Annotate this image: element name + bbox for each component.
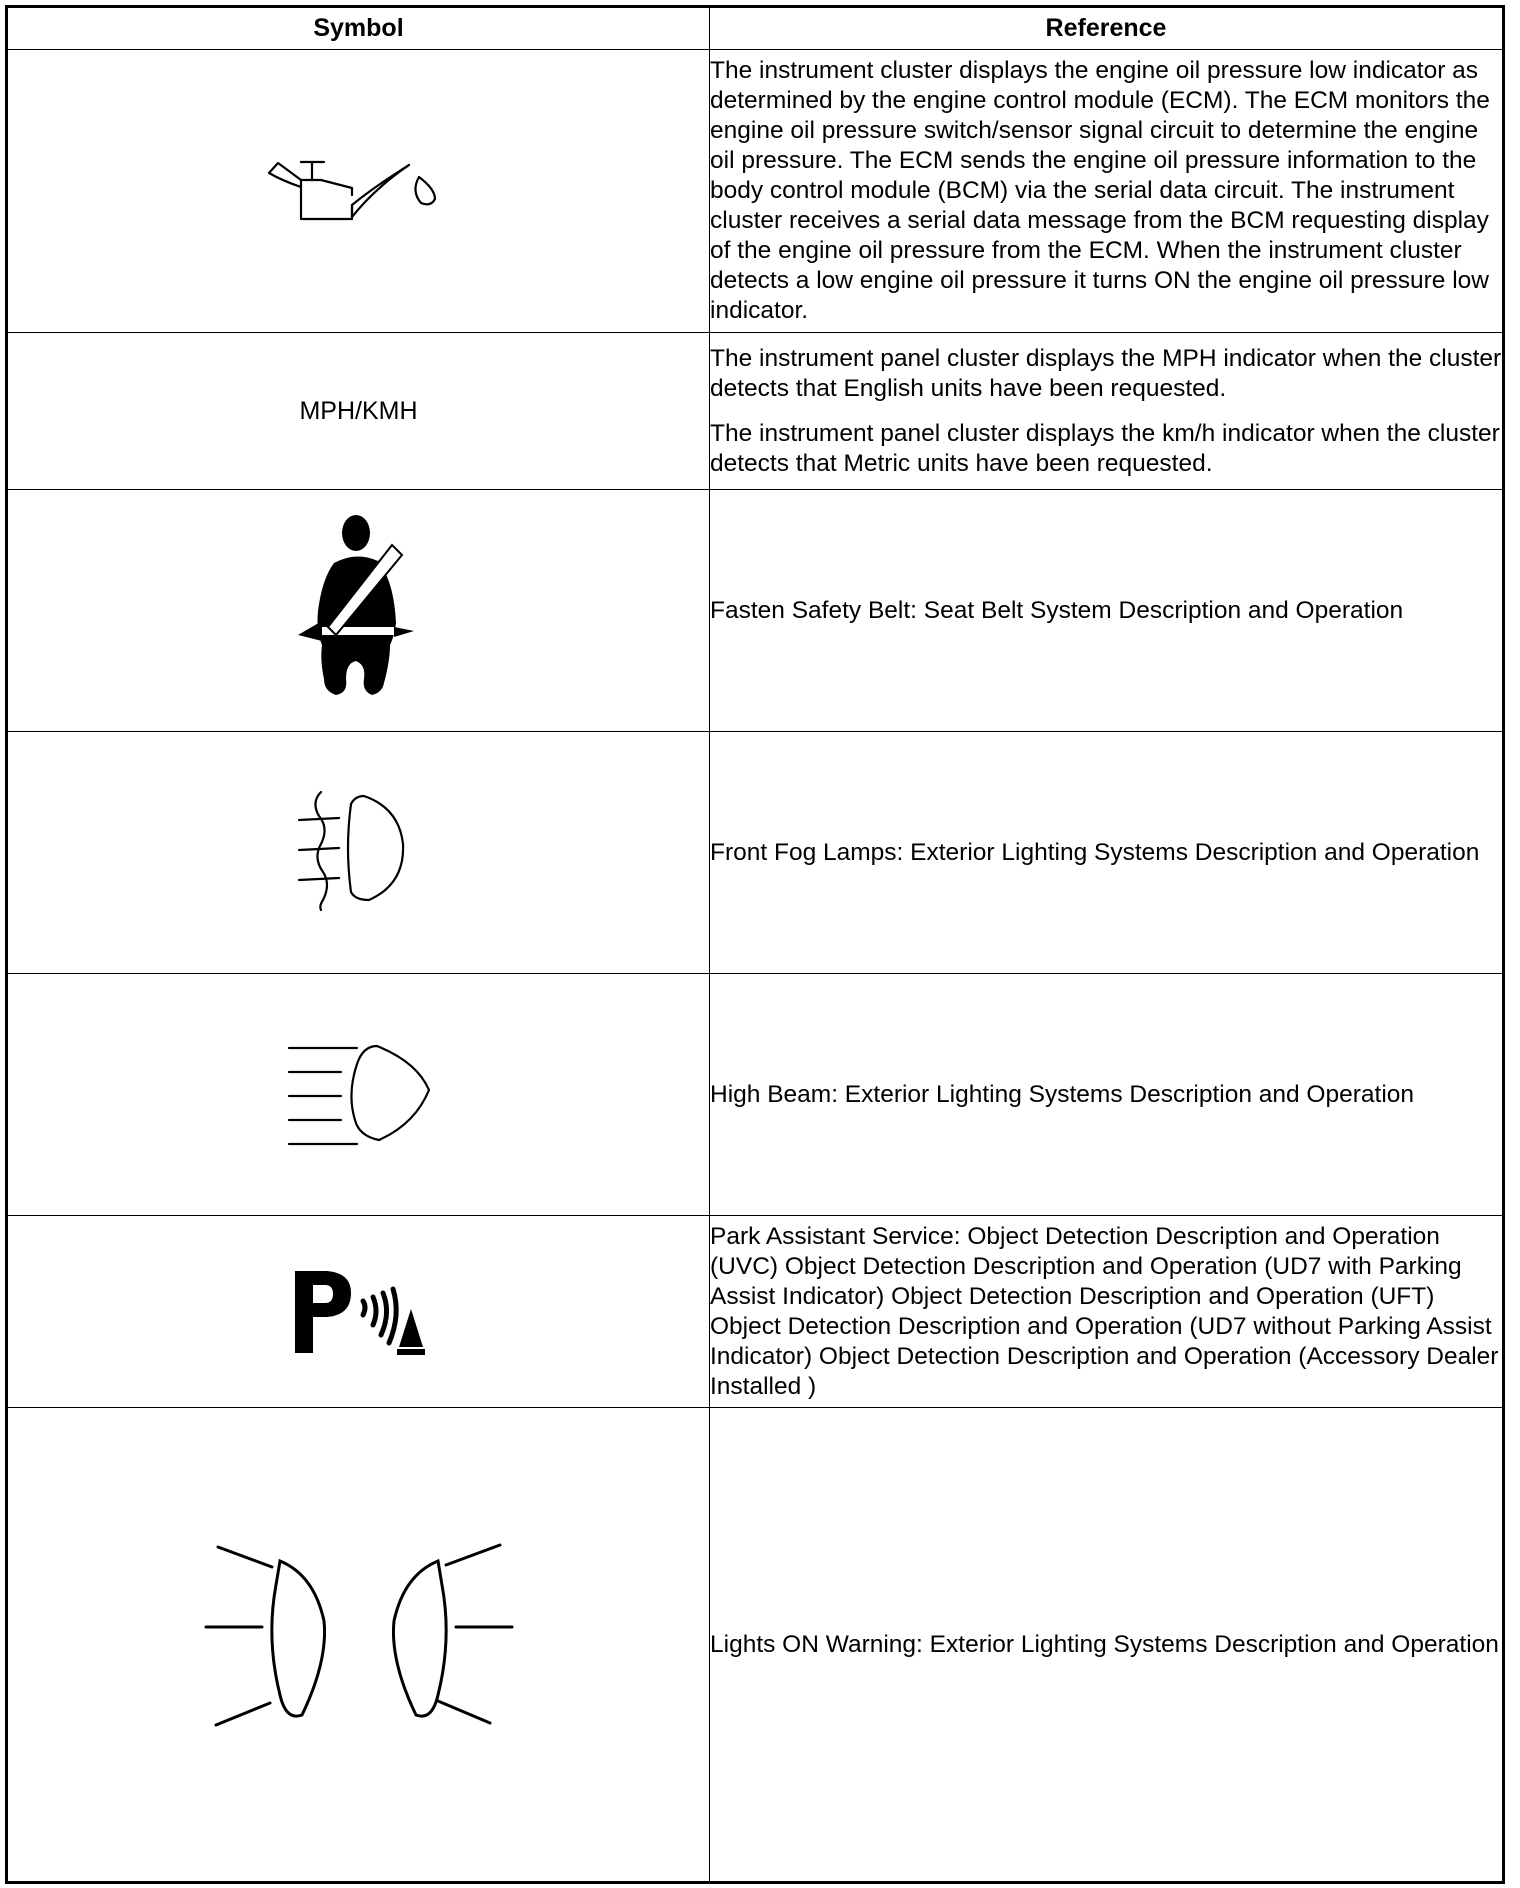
reference-cell	[710, 1216, 1504, 1408]
reference-column-header: Reference	[710, 7, 1504, 50]
reference-text: Front Fog Lamps: Exterior Lighting Systems Description and Operation	[710, 838, 1480, 866]
reference-text: Park Assistant Service: Object Detection Description and Operation (UVC) Object Detection Description and Operation (UD7 with Parking Assist Indicator) Object Detection Description and Operation (UFT) Object Detection Description and Operation (UD7 without Parking Assist Indicator) Object Detection Description and Operation (Accessory Dealer Installed )	[710, 1222, 1499, 1400]
symbol-reference-table	[5, 5, 1505, 1884]
park-assist-icon	[289, 1267, 429, 1357]
table-row	[7, 333, 1504, 490]
table-header-row	[7, 7, 1504, 50]
table-row	[7, 974, 1504, 1216]
symbol-cell	[7, 490, 710, 732]
symbol-cell	[7, 333, 710, 490]
reference-cell	[710, 974, 1504, 1216]
lights-on-warning-icon	[194, 1535, 524, 1755]
oil-can-icon	[249, 151, 469, 231]
symbol-cell	[7, 1216, 710, 1408]
table-row	[7, 732, 1504, 974]
front-fog-lamp-icon	[289, 788, 429, 918]
table-row	[7, 1216, 1504, 1408]
reference-cell	[710, 732, 1504, 974]
reference-cell	[710, 1408, 1504, 1883]
reference-text: The instrument panel cluster displays the km/h indicator when the cluster detects that Metric units have been requested.	[710, 419, 1500, 477]
table-row	[7, 490, 1504, 732]
symbol-cell	[7, 974, 710, 1216]
mph-kmh-label: MPH/KMH	[299, 396, 418, 425]
table-row	[7, 1408, 1504, 1883]
reference-cell	[710, 50, 1504, 333]
reference-text: The instrument panel cluster displays the MPH indicator when the cluster detects that English units have been requested.	[710, 344, 1502, 402]
high-beam-icon	[279, 1040, 439, 1150]
reference-text: The instrument cluster displays the engine oil pressure low indicator as determined by the engine control module (ECM). The ECM monitors the engine oil pressure switch/sensor signal circuit to determine the engine oil pressure. The ECM sends the engine oil pressure information to the body control module (BCM) via the serial data circuit. The instrument cluster receives a serial data message from the BCM requesting display of the engine oil pressure from the ECM. When the instrument cluster detects a low engine oil pressure it turns ON the engine oil pressure low indicator.	[710, 57, 1490, 324]
reference-cell	[710, 490, 1504, 732]
reference-text: High Beam: Exterior Lighting Systems Description and Operation	[710, 1080, 1415, 1108]
seat-belt-icon	[294, 511, 424, 711]
reference-cell	[710, 333, 1504, 490]
table-row	[7, 50, 1504, 333]
symbol-column-header: Symbol	[7, 7, 710, 50]
symbol-cell	[7, 1408, 710, 1883]
symbol-cell	[7, 732, 710, 974]
reference-text: Fasten Safety Belt: Seat Belt System Description and Operation	[710, 596, 1404, 624]
symbol-cell	[7, 50, 710, 333]
reference-text: Lights ON Warning: Exterior Lighting Systems Description and Operation	[710, 1630, 1499, 1658]
